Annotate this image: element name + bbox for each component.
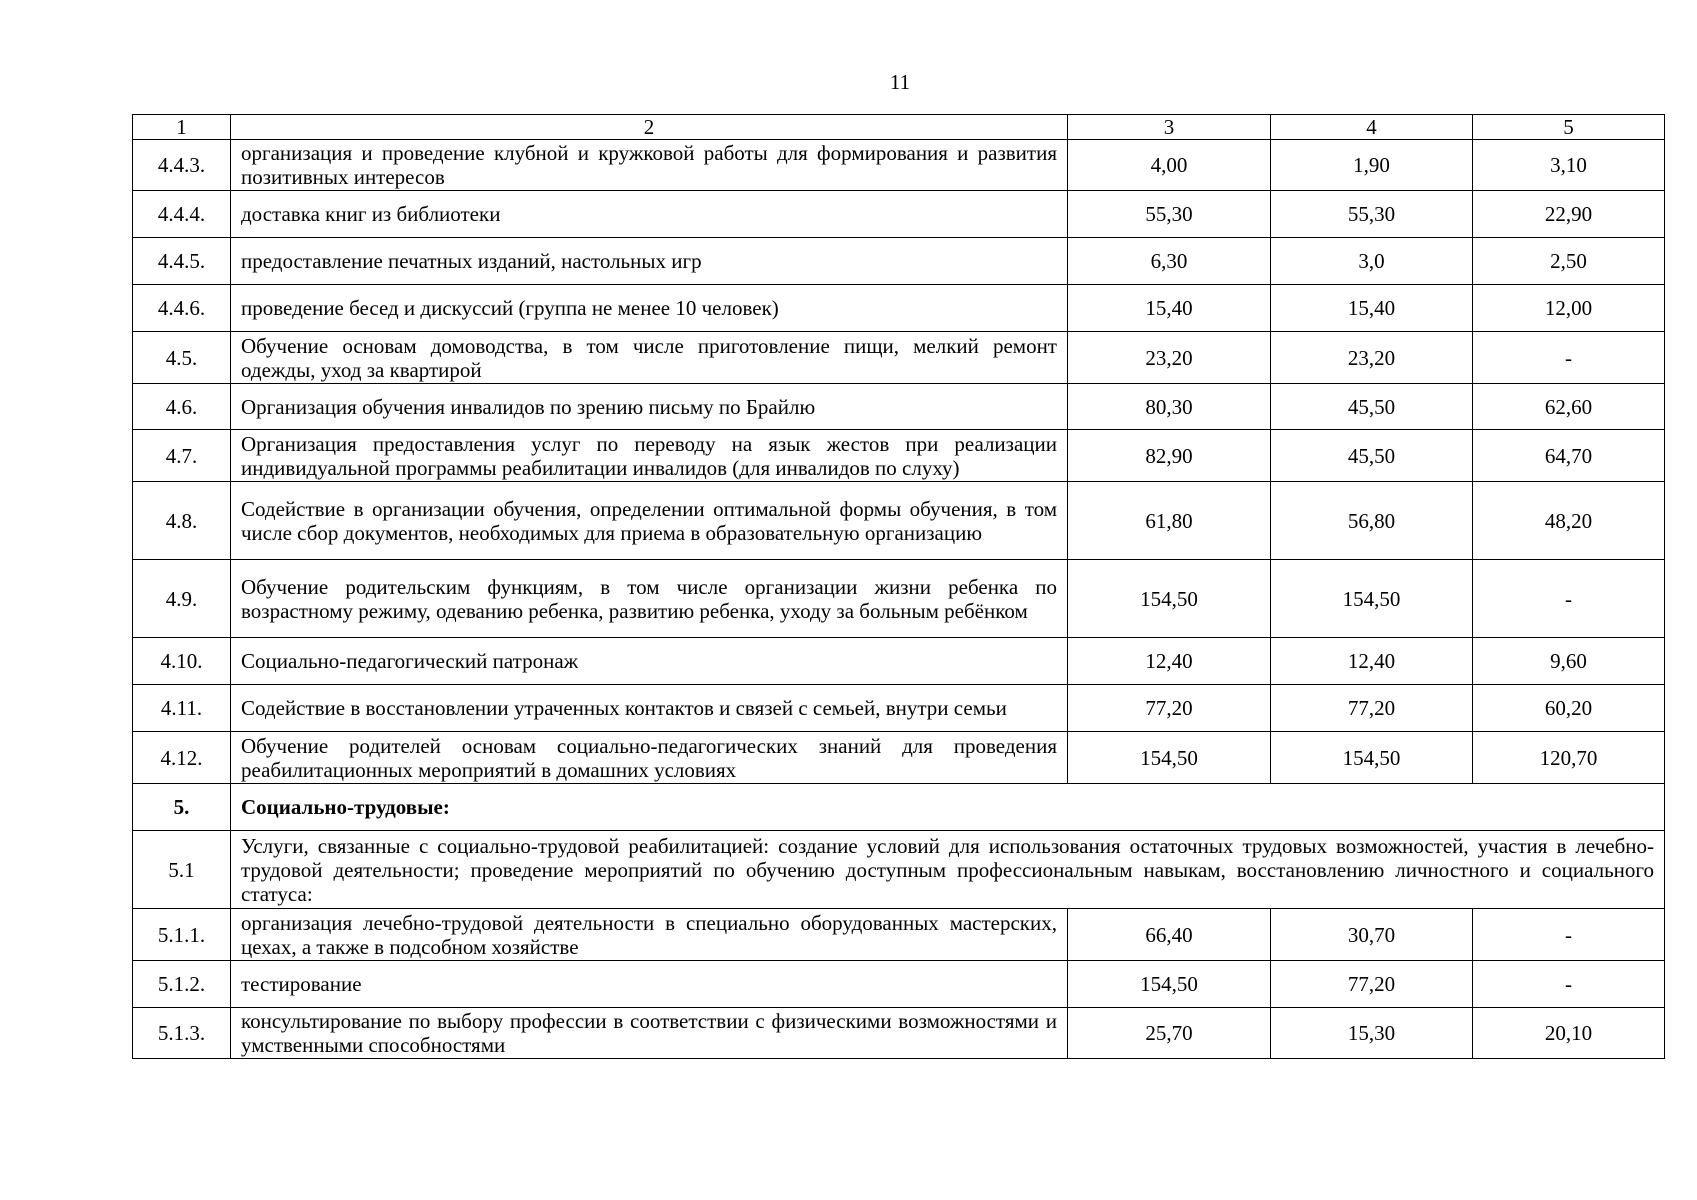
row-value-col4: 3,0 xyxy=(1271,238,1473,285)
header-col-2: 2 xyxy=(231,115,1068,140)
row-number: 4.9. xyxy=(133,560,231,638)
row-value-col5: 60,20 xyxy=(1473,685,1665,732)
row-description: Обучение основам домоводства, в том числе приготовление пищи, мелкий ремонт одежды, уход за квартирой xyxy=(231,332,1068,384)
row-number: 4.6. xyxy=(133,384,231,430)
row-number: 4.11. xyxy=(133,685,231,732)
row-number: 4.7. xyxy=(133,430,231,482)
section-title: Социально-трудовые: xyxy=(231,784,1665,831)
header-col-1: 1 xyxy=(133,115,231,140)
row-number: 4.12. xyxy=(133,732,231,784)
row-number: 5.1.2. xyxy=(133,961,231,1008)
row-value-col5: 9,60 xyxy=(1473,638,1665,685)
row-value-col5: 62,60 xyxy=(1473,384,1665,430)
row-description: Социально-педагогический патронаж xyxy=(231,638,1068,685)
row-number: 4.10. xyxy=(133,638,231,685)
row-value-col4: 154,50 xyxy=(1271,732,1473,784)
section-number: 5. xyxy=(133,784,231,831)
table-row xyxy=(133,732,1665,784)
row-value-col4: 15,30 xyxy=(1271,1008,1473,1059)
row-value-col3: 154,50 xyxy=(1068,732,1271,784)
row-value-col4: 15,40 xyxy=(1271,285,1473,332)
header-col-3: 3 xyxy=(1068,115,1271,140)
row-value-col4: 45,50 xyxy=(1271,430,1473,482)
row-description: Услуги, связанные с социально-трудовой реабилитацией: создание условий для использования остаточных трудовых возможностей, участия в лечебно-трудовой деятельности; проведение мероприятий по обучению доступным профессиональным навыкам, восстановлению личностного и социального статуса: xyxy=(231,831,1665,909)
wide-row xyxy=(133,831,1665,909)
row-value-col3: 4,00 xyxy=(1068,140,1271,191)
row-description: тестирование xyxy=(231,961,1068,1008)
row-number: 4.4.3. xyxy=(133,140,231,191)
row-value-col5: 12,00 xyxy=(1473,285,1665,332)
table-header-row xyxy=(133,115,1665,140)
row-number: 4.5. xyxy=(133,332,231,384)
row-number: 5.1.3. xyxy=(133,1008,231,1059)
row-description: Содействие в восстановлении утраченных контактов и связей с семьей, внутри семьи xyxy=(231,685,1068,732)
row-description: предоставление печатных изданий, настольных игр xyxy=(231,238,1068,285)
row-value-col5: 64,70 xyxy=(1473,430,1665,482)
row-number: 4.4.6. xyxy=(133,285,231,332)
row-value-col5: 48,20 xyxy=(1473,482,1665,560)
table-row xyxy=(133,430,1665,482)
table-row xyxy=(133,685,1665,732)
row-description: Обучение родителей основам социально-педагогических знаний для проведения реабилитационных мероприятий в домашних условиях xyxy=(231,732,1068,784)
row-value-col4: 12,40 xyxy=(1271,638,1473,685)
row-value-col3: 25,70 xyxy=(1068,1008,1271,1059)
table-row xyxy=(133,384,1665,430)
row-description: Организация обучения инвалидов по зрению письму по Брайлю xyxy=(231,384,1068,430)
row-value-col4: 45,50 xyxy=(1271,384,1473,430)
row-description: Организация предоставления услуг по переводу на язык жестов при реализации индивидуальной программы реабилитации инвалидов (для инвалидов по слуху) xyxy=(231,430,1068,482)
row-value-col3: 12,40 xyxy=(1068,638,1271,685)
row-number: 5.1 xyxy=(133,831,231,909)
row-value-col3: 154,50 xyxy=(1068,560,1271,638)
page-number: 11 xyxy=(889,70,911,94)
row-value-col5: - xyxy=(1473,961,1665,1008)
row-number: 5.1.1. xyxy=(133,909,231,961)
table-row xyxy=(133,238,1665,285)
row-value-col3: 77,20 xyxy=(1068,685,1271,732)
row-value-col5: - xyxy=(1473,909,1665,961)
row-value-col3: 6,30 xyxy=(1068,238,1271,285)
row-description: доставка книг из библиотеки xyxy=(231,191,1068,238)
row-value-col5: 120,70 xyxy=(1473,732,1665,784)
table-row xyxy=(133,332,1665,384)
header-col-4: 4 xyxy=(1271,115,1473,140)
row-number: 4.4.4. xyxy=(133,191,231,238)
row-value-col3: 66,40 xyxy=(1068,909,1271,961)
row-value-col3: 15,40 xyxy=(1068,285,1271,332)
row-value-col4: 56,80 xyxy=(1271,482,1473,560)
table-row xyxy=(133,1008,1665,1059)
table-row xyxy=(133,909,1665,961)
row-value-col5: - xyxy=(1473,560,1665,638)
section-row xyxy=(133,784,1665,831)
row-value-col3: 82,90 xyxy=(1068,430,1271,482)
row-description: организация и проведение клубной и кружковой работы для формирования и развития позитивных интересов xyxy=(231,140,1068,191)
row-description: проведение бесед и дискуссий (группа не менее 10 человек) xyxy=(231,285,1068,332)
row-value-col4: 55,30 xyxy=(1271,191,1473,238)
row-value-col5: 3,10 xyxy=(1473,140,1665,191)
row-value-col5: 22,90 xyxy=(1473,191,1665,238)
row-value-col3: 80,30 xyxy=(1068,384,1271,430)
row-description: Содействие в организации обучения, определении оптимальной формы обучения, в том числе сбор документов, необходимых для приема в образовательную организацию xyxy=(231,482,1068,560)
header-col-5: 5 xyxy=(1473,115,1665,140)
tariff-table xyxy=(132,114,1665,1059)
table-row xyxy=(133,285,1665,332)
row-value-col5: 20,10 xyxy=(1473,1008,1665,1059)
row-value-col5: 2,50 xyxy=(1473,238,1665,285)
row-number: 4.4.5. xyxy=(133,238,231,285)
table-row xyxy=(133,560,1665,638)
row-description: Обучение родительским функциям, в том числе организации жизни ребенка по возрастному режиму, одеванию ребенка, развитию ребенка, уходу за больным ребёнком xyxy=(231,560,1068,638)
table-row xyxy=(133,191,1665,238)
table-row xyxy=(133,482,1665,560)
row-number: 4.8. xyxy=(133,482,231,560)
row-value-col4: 154,50 xyxy=(1271,560,1473,638)
row-value-col5: - xyxy=(1473,332,1665,384)
row-value-col4: 77,20 xyxy=(1271,961,1473,1008)
table-row xyxy=(133,961,1665,1008)
row-value-col3: 61,80 xyxy=(1068,482,1271,560)
row-value-col3: 23,20 xyxy=(1068,332,1271,384)
row-value-col4: 23,20 xyxy=(1271,332,1473,384)
row-value-col3: 154,50 xyxy=(1068,961,1271,1008)
row-value-col3: 55,30 xyxy=(1068,191,1271,238)
table-row xyxy=(133,638,1665,685)
row-value-col4: 30,70 xyxy=(1271,909,1473,961)
row-value-col4: 1,90 xyxy=(1271,140,1473,191)
row-description: организация лечебно-трудовой деятельности в специально оборудованных мастерских, цехах, а также в подсобном хозяйстве xyxy=(231,909,1068,961)
row-value-col4: 77,20 xyxy=(1271,685,1473,732)
table-row xyxy=(133,140,1665,191)
row-description: консультирование по выбору профессии в соответствии с физическими возможностями и умственными способностями xyxy=(231,1008,1068,1059)
